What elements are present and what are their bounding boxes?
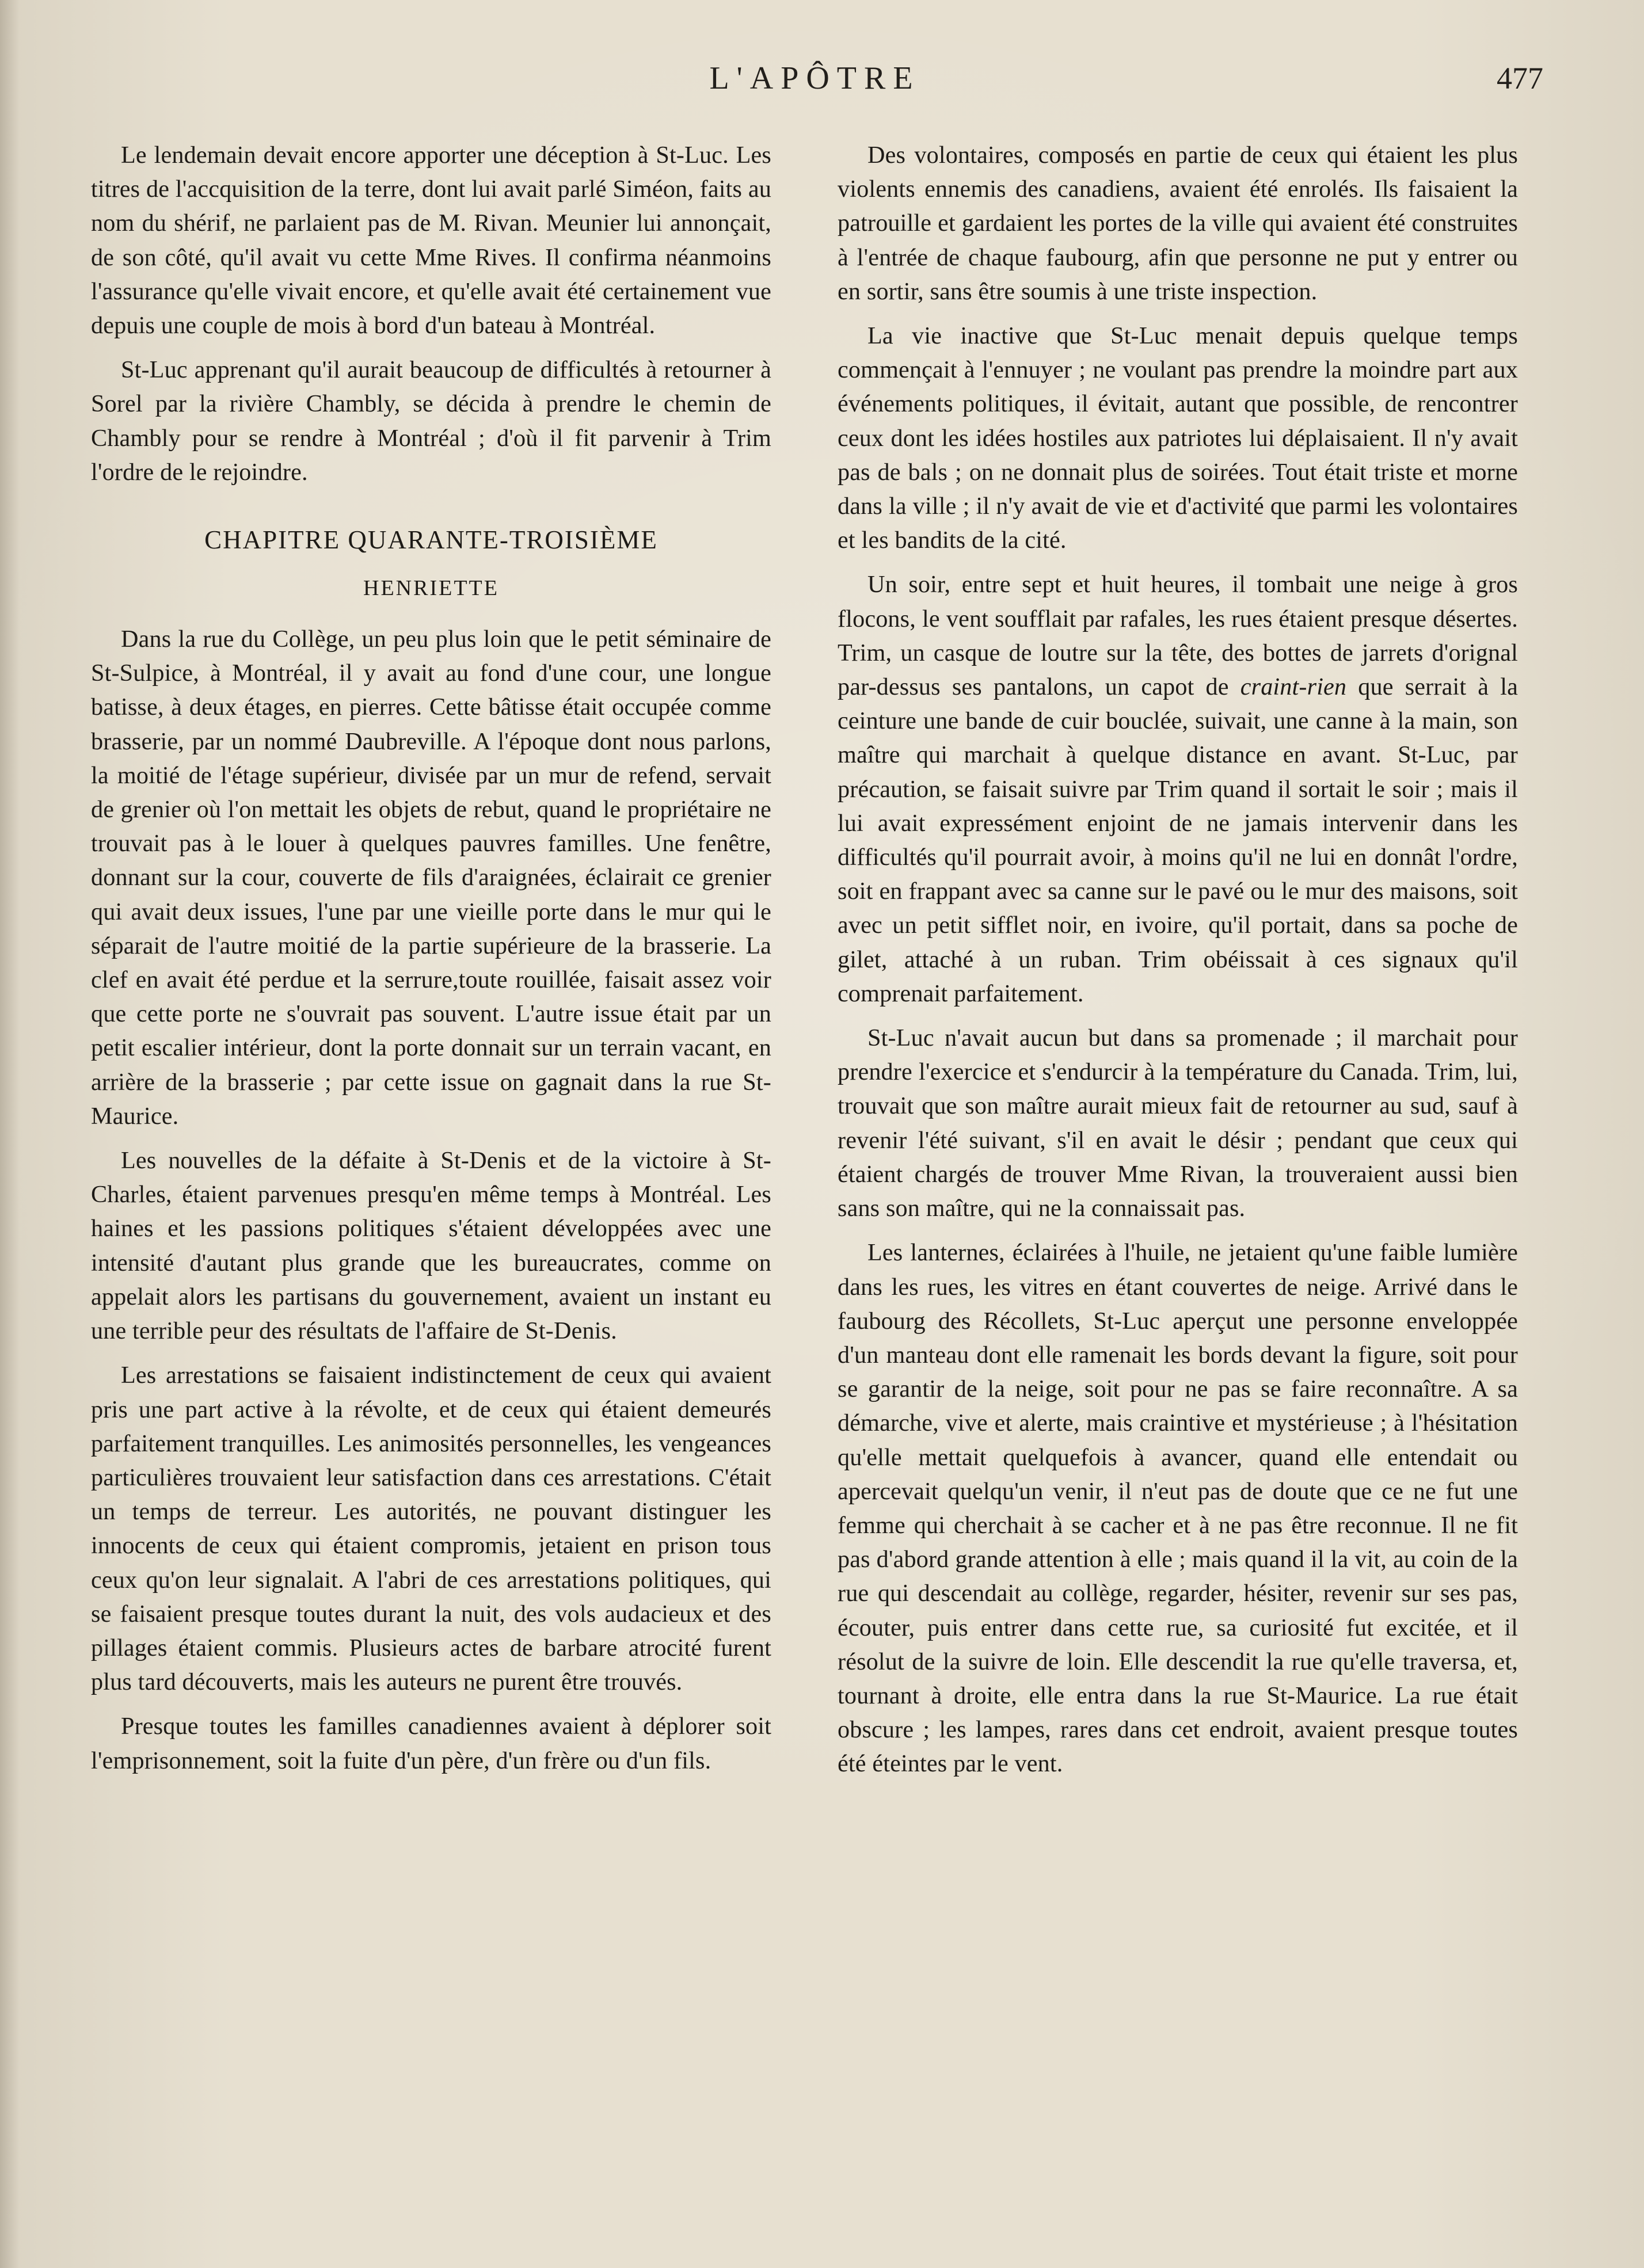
italic-phrase: craint-rien bbox=[1240, 673, 1347, 701]
paragraph-brasserie: Dans la rue du Collège, un peu plus loin que le petit séminaire de St-Sulpice, à Montréal, il y avait au fond d'une cour, une longue batisse, à deux étages, en pierres. Cette bâtisse était occupée comme brasserie, par un nommé Daubreville. A l'époque dont nous parlons, la moitié de l'étage supérieur, divisée par un mur de refend, servait de grenier où l'on mettait les objets de rebut, quand le propriétaire ne trouvait pas à le louer à quelques pauvres familles. Une fenêtre, donnant sur la cour, couverte de fils d'araignées, éclairait ce grenier qui avait deux issues, l'une par une vieille porte dans le mur qui le séparait de l'autre moitié de la partie supérieure de la brasserie. La clef en avait été perdue et la serrure,toute rouillée, faisait assez voir que cette porte ne s'ouvrait pas souvent. L'autre issue était par un petit escalier intérieur, dont la porte donnait sur un terrain vacant, en arrière de la brasserie ; par cette issue on gagnait dans la rue St-Maurice. bbox=[91, 626, 771, 1130]
running-title: L'APÔTRE bbox=[709, 60, 920, 96]
paragraph-news: Les nouvelles de la défaite à St-Denis et de la victoire à St-Charles, étaient parvenues presqu'en même temps à Montréal. Les haines et les passions politiques s'étaient développées avec une intensité d'autant plus grande que les bureaucrates, comme on appelait alors les partisans du gouvernement, avaient un instant eu une terrible peur des résultats de l'affaire de St-Denis. bbox=[91, 1147, 771, 1345]
page-header bbox=[86, 55, 1543, 101]
paragraph-walk: St-Luc n'avait aucun but dans sa promenade ; il marchait pour prendre l'exercice et s'endurcir à la température du Canada. Trim, lui, trouvait que son maître aurait mieux fait de retourner au sud, sauf à revenir l'été suivant, s'il en avait le désir ; pendant que ceux qui étaient chargés de trouver Mme Rivan, la trouveraient aussi bien sans son maître, qui ne la connaissait pas. bbox=[838, 1024, 1518, 1222]
left-column bbox=[91, 138, 771, 1788]
page-binding-shadow bbox=[0, 0, 20, 2268]
paragraph-evening bbox=[838, 567, 1518, 1011]
paragraph-families: Presque toutes les familles canadiennes avaient à déplorer soit l'emprisonnement, soit la fuite d'un père, d'un frère ou d'un fils. bbox=[91, 1713, 771, 1774]
paragraph-inactive-life: La vie inactive que St-Luc menait depuis quelque temps commençait à l'ennuyer ; ne voulant pas prendre la moindre part aux événements politiques, il évitait, autant que possible, de rencontrer ceux dont les idées hostiles aux patriotes lui déplaisaient. Il n'y avait pas de bals ; on ne donnait plus de soirées. Tout était triste et morne dans la ville ; il n'y avait de vie et d'activité que parmi les volontaires et les bandits de la cité. bbox=[838, 322, 1518, 554]
paragraph-lanterns: Les lanternes, éclairées à l'huile, ne jetaient qu'une faible lumière dans les rues, les vitres en étant couvertes de neige. Arrivé dans le faubourg des Récollets, St-Luc aperçut une personne enveloppée d'un manteau dont elle ramenait les bords devant la figure, soit pour se garantir de la neige, soit pour ne pas se faire reconnaître. A sa démarche, vive et alerte, mais craintive et mystérieuse ; à l'hésitation qu'elle mettait quelquefois à avancer, quand elle entendait ou apercevait quelqu'un venir, il n'eut pas de doute que ce ne fut une femme qui cherchait à se cacher et à ne pas être reconnue. Il ne fit pas d'abord grande attention à elle ; mais quand il la vit, au coin de la rue qui descendait au collège, regarder, hésiter, revenir sur ses pas, écouter, puis entrer dans cette rue, sa curiosité fut excitée, et il résolut de la suivre de loin. Elle descendit la rue qu'elle traversa, et, tournant à droite, elle entra dans la rue St-Maurice. La rue était obscure ; les lampes, rares dans cet endroit, avaient presque toutes été éteintes par le vent. bbox=[838, 1239, 1518, 1778]
paragraph-chambly: St-Luc apprenant qu'il aurait beaucoup de difficultés à retourner à Sorel par la rivière Chambly, se décida à prendre le chemin de Chambly pour se rendre à Montréal ; d'où il fit parvenir à Trim l'ordre de le rejoindre. bbox=[91, 356, 771, 486]
page-number: 477 bbox=[1497, 61, 1543, 96]
right-column bbox=[838, 138, 1518, 1791]
paragraph-evening-end: que serrait à la ceinture une bande de cuir bouclée, suivait, une canne à la main, son maître qui marchait à quelque distance en avant. St-Luc, par précaution, se faisait suivre par Trim quand il sortait le soir ; mais il lui avait expressément enjoint de ne jamais intervenir dans les difficultés qu'il pourrait avoir, à moins qu'il ne lui en donnât l'ordre, soit en frappant avec sa canne sur le pavé ou le mur des maisons, soit avec un petit sifflet noir, en ivoire, qu'il portait, dans sa poche de gilet, attaché à un ruban. Trim obéissait à ces signaux qu'il comprenait parfaitement. bbox=[838, 673, 1518, 1007]
paragraph-evening-start: Un soir, entre sept et huit heures, il tombait une neige à gros flocons, le vent soufflait par rafales, les rues étaient presque désertes. Trim, un casque de loutre sur la tête, des bottes de jarrets d'orignal par-dessus ses pantalons, un capot de bbox=[838, 571, 1518, 701]
paragraph-arrests: Les arrestations se faisaient indistinctement de ceux qui avaient pris une part active à la révolte, et de ceux qui étaient demeurés parfaitement tranquilles. Les animosités personnelles, les vengeances particulières trouvaient leur satisfaction dans ces arrestations. C'était un temps de terreur. Les autorités, ne pouvant distinguer les innocents de ceux qui étaient compromis, jetaient en prison tous ceux qu'on leur signalait. A l'abri de ces arrestations politiques, qui se faisaient presque toutes durant la nuit, des vols audacieux et des pillages étaient commis. Plusieurs actes de barbare atrocité furent plus tard découverts, mais les auteurs ne purent être trouvés. bbox=[91, 1362, 771, 1696]
chapter-subheading: HENRIETTE bbox=[363, 576, 499, 601]
paragraph-deception: Le lendemain devait encore apporter une déception à St-Luc. Les titres de l'accquisition de la terre, dont lui avait parlé Siméon, faits au nom du shérif, ne parlaient pas de M. Rivan. Meunier lui annonçait, de son côté, qu'il avait vu cette Mme Rives. Il confirma néanmoins l'assurance qu'elle vivait encore, et qu'elle avait été certainement vue depuis une couple de mois à bord d'un bateau à Montréal. bbox=[91, 142, 771, 340]
chapter-heading: CHAPITRE QUARANTE-TROISIÈME bbox=[204, 525, 658, 555]
paragraph-volunteers: Des volontaires, composés en partie de ceux qui étaient les plus violents ennemis des canadiens, avaient été enrolés. Ils faisaient la patrouille et gardaient les portes de la ville qui avaient été construites à l'entrée de chaque faubourg, afin que personne ne put y entrer ou en sortir, sans être soumis à une triste inspection. bbox=[838, 142, 1518, 305]
